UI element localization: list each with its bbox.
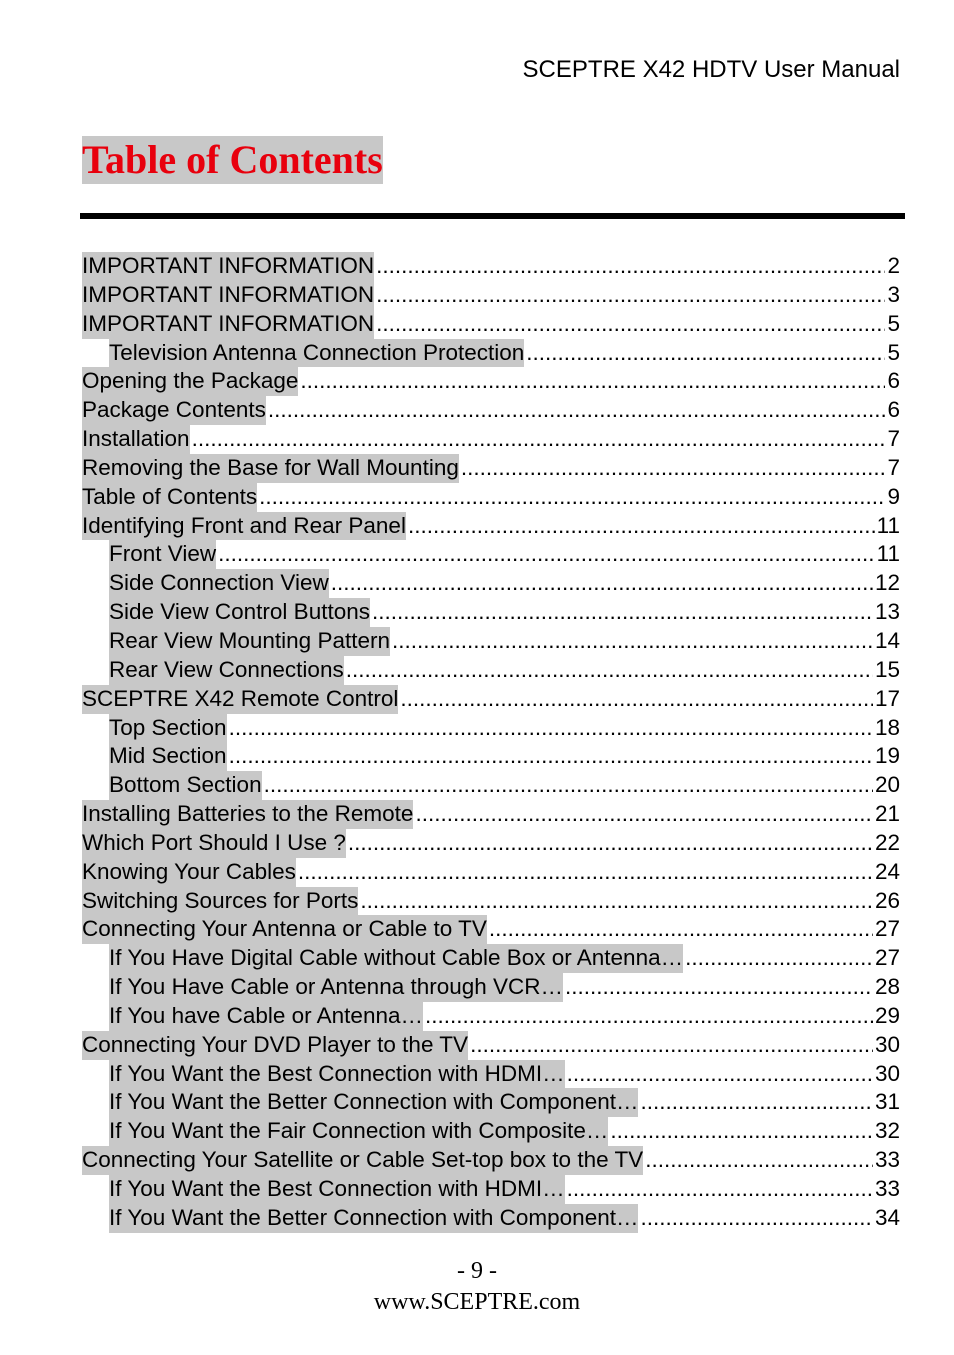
toc-entry-page: 30 — [874, 1031, 900, 1057]
toc-entry-page: 17 — [874, 685, 900, 711]
toc-entry[interactable] — [82, 281, 900, 310]
toc-dot-leader — [376, 252, 885, 281]
toc-dot-leader — [264, 771, 873, 800]
toc-entry-label[interactable]: If You Have Digital Cable without Cable Box or Antenna… — [109, 944, 683, 973]
website-footer: www.SCEPTRE.com — [373, 1289, 581, 1315]
toc-dot-leader — [640, 1204, 872, 1233]
page-number: - 9 - — [457, 1258, 497, 1284]
toc-entry[interactable] — [82, 771, 900, 800]
toc-entry-page: 26 — [874, 887, 900, 913]
toc-entry-label[interactable]: Front View — [109, 540, 216, 569]
toc-entry-page: 5 — [887, 339, 900, 365]
table-of-contents — [82, 252, 900, 1233]
toc-entry[interactable] — [82, 1060, 900, 1089]
toc-dot-leader — [229, 714, 873, 743]
toc-dot-leader — [567, 1175, 873, 1204]
toc-entry-label[interactable]: Mid Section — [109, 742, 227, 771]
toc-entry[interactable] — [82, 742, 900, 771]
toc-entry-page: 31 — [874, 1089, 900, 1115]
toc-dot-leader — [415, 800, 873, 829]
toc-entry-label[interactable]: Package Contents — [82, 396, 266, 425]
toc-entry-page: 14 — [874, 627, 900, 653]
toc-entry-label[interactable]: IMPORTANT INFORMATION — [82, 281, 374, 310]
toc-entry-label[interactable]: Top Section — [109, 714, 227, 743]
toc-entry-label[interactable]: Installation — [82, 425, 190, 454]
toc-entry-page: 7 — [887, 454, 900, 480]
toc-dot-leader — [567, 1060, 873, 1089]
toc-dot-leader — [229, 742, 873, 771]
toc-dot-leader — [610, 1117, 873, 1146]
toc-entry[interactable] — [82, 915, 900, 944]
toc-entry-label[interactable]: If You have Cable or Antenna… — [109, 1002, 423, 1031]
toc-dot-leader — [360, 887, 873, 916]
toc-entry-page: 21 — [874, 801, 900, 827]
toc-entry-page: 11 — [876, 512, 900, 538]
toc-entry-label[interactable]: Television Antenna Connection Protection — [109, 339, 524, 368]
toc-entry-label[interactable]: If You Want the Fair Connection with Composite… — [109, 1117, 608, 1146]
toc-entry-label[interactable]: If You Want the Best Connection with HDMI… — [109, 1175, 565, 1204]
toc-entry-label[interactable]: If You Want the Better Connection with Component… — [109, 1204, 638, 1233]
toc-entry-page: 18 — [874, 714, 900, 740]
toc-dot-leader — [376, 281, 885, 310]
toc-dot-leader — [298, 858, 873, 887]
toc-entry-label[interactable]: If You Want the Best Connection with HDMI… — [109, 1060, 565, 1089]
toc-entry-label[interactable]: IMPORTANT INFORMATION — [82, 310, 374, 339]
toc-dot-leader — [372, 598, 873, 627]
toc-entry-page: 34 — [874, 1204, 900, 1230]
toc-entry-page: 27 — [874, 945, 900, 971]
toc-entry-label[interactable]: Bottom Section — [109, 771, 262, 800]
toc-entry[interactable] — [82, 425, 900, 454]
toc-dot-leader — [408, 512, 875, 541]
toc-entry-page: 30 — [874, 1060, 900, 1086]
toc-entry[interactable] — [82, 483, 900, 512]
toc-entry-page: 12 — [874, 570, 900, 596]
toc-entry-page: 13 — [874, 599, 900, 625]
toc-entry-label[interactable]: If You Have Cable or Antenna through VCR… — [109, 973, 563, 1002]
toc-entry[interactable] — [82, 454, 900, 483]
toc-entry-page: 24 — [874, 858, 900, 884]
toc-entry-label[interactable]: SCEPTRE X42 Remote Control — [82, 685, 398, 714]
toc-dot-leader — [685, 944, 873, 973]
toc-entry-label[interactable]: Knowing Your Cables — [82, 858, 296, 887]
toc-entry-page: 20 — [874, 772, 900, 798]
toc-entry-page: 11 — [876, 541, 900, 567]
toc-entry-label[interactable]: Connecting Your Antenna or Cable to TV — [82, 915, 487, 944]
toc-entry-label[interactable]: Installing Batteries to the Remote — [82, 800, 413, 829]
toc-entry[interactable] — [82, 887, 900, 916]
toc-dot-leader — [489, 915, 873, 944]
toc-entry-page: 9 — [887, 483, 900, 509]
toc-entry-page: 28 — [874, 974, 900, 1000]
toc-entry-label[interactable]: Removing the Base for Wall Mounting — [82, 454, 459, 483]
toc-entry-label[interactable]: Rear View Connections — [109, 656, 344, 685]
toc-entry[interactable] — [82, 310, 900, 339]
toc-dot-leader — [392, 627, 873, 656]
toc-dot-leader — [376, 310, 885, 339]
toc-entry[interactable] — [82, 598, 900, 627]
toc-entry-page: 6 — [887, 368, 900, 394]
toc-dot-leader — [461, 454, 886, 483]
toc-entry[interactable] — [82, 1117, 900, 1146]
toc-entry[interactable] — [82, 339, 900, 368]
toc-dot-leader — [640, 1088, 872, 1117]
toc-entry[interactable] — [82, 1175, 900, 1204]
toc-dot-leader — [348, 829, 873, 858]
toc-entry-label[interactable]: Switching Sources for Ports — [82, 887, 358, 916]
document-header: SCEPTRE X42 HDTV User Manual — [522, 56, 900, 83]
toc-entry[interactable] — [82, 569, 900, 598]
toc-entry-page: 19 — [874, 743, 900, 769]
toc-entry-label[interactable]: Table of Contents — [82, 483, 257, 512]
toc-dot-leader — [470, 1031, 873, 1060]
toc-dot-leader — [526, 339, 885, 368]
toc-entry[interactable] — [82, 396, 900, 425]
toc-entry-label[interactable]: If You Want the Better Connection with Component… — [109, 1088, 638, 1117]
toc-entry-label[interactable]: Side View Control Buttons — [109, 598, 370, 627]
toc-entry[interactable] — [82, 1204, 900, 1233]
toc-entry-page: 32 — [874, 1118, 900, 1144]
toc-entry-label[interactable]: Rear View Mounting Pattern — [109, 627, 390, 656]
toc-entry[interactable] — [82, 252, 900, 281]
toc-dot-leader — [259, 483, 885, 512]
toc-dot-leader — [331, 569, 873, 598]
toc-entry[interactable] — [82, 944, 900, 973]
toc-entry[interactable] — [82, 1088, 900, 1117]
toc-entry[interactable] — [82, 1002, 900, 1031]
toc-entry-page: 33 — [874, 1147, 900, 1173]
toc-entry[interactable] — [82, 858, 900, 887]
toc-entry[interactable] — [82, 512, 900, 541]
toc-entry-label[interactable]: Connecting Your Satellite or Cable Set-top box to the TV — [82, 1146, 643, 1175]
toc-entry[interactable] — [82, 1146, 900, 1175]
toc-entry[interactable] — [82, 714, 900, 743]
toc-entry-label[interactable]: Opening the Package — [82, 367, 298, 396]
toc-dot-leader — [565, 973, 873, 1002]
toc-entry-page: 2 — [887, 253, 900, 278]
title-divider — [80, 213, 905, 219]
toc-entry[interactable] — [82, 656, 900, 685]
toc-entry[interactable] — [82, 800, 900, 829]
toc-entry-page: 15 — [874, 656, 900, 682]
page-title: Table of Contents — [82, 137, 383, 182]
toc-entry[interactable] — [82, 1031, 900, 1060]
toc-entry-page: 3 — [887, 281, 900, 307]
toc-dot-leader — [300, 367, 885, 396]
toc-entry-label[interactable]: Connecting Your DVD Player to the TV — [82, 1031, 468, 1060]
toc-entry-label[interactable]: Side Connection View — [109, 569, 329, 598]
toc-dot-leader — [192, 425, 886, 454]
toc-entry-page: 27 — [874, 916, 900, 942]
toc-dot-leader — [400, 685, 873, 714]
toc-entry[interactable] — [82, 973, 900, 1002]
toc-entry[interactable] — [82, 367, 900, 396]
toc-entry-page: 33 — [874, 1176, 900, 1201]
toc-dot-leader — [346, 656, 873, 685]
toc-entry[interactable] — [82, 829, 900, 858]
toc-entry-page: 5 — [887, 310, 900, 336]
toc-entry-label[interactable]: Which Port Should I Use ? — [82, 829, 346, 858]
toc-entry-label[interactable]: IMPORTANT INFORMATION — [82, 252, 374, 281]
toc-entry-page: 7 — [887, 426, 900, 452]
toc-dot-leader — [645, 1146, 873, 1175]
toc-dot-leader — [425, 1002, 873, 1031]
toc-dot-leader — [268, 396, 886, 425]
toc-entry-label[interactable]: Identifying Front and Rear Panel — [82, 512, 406, 541]
toc-entry-page: 22 — [874, 829, 900, 855]
toc-dot-leader — [218, 540, 875, 569]
toc-entry[interactable] — [82, 627, 900, 656]
toc-entry-page: 29 — [874, 1002, 900, 1028]
toc-entry[interactable] — [82, 540, 900, 569]
toc-entry-page: 6 — [887, 397, 900, 423]
toc-entry[interactable] — [82, 685, 900, 714]
